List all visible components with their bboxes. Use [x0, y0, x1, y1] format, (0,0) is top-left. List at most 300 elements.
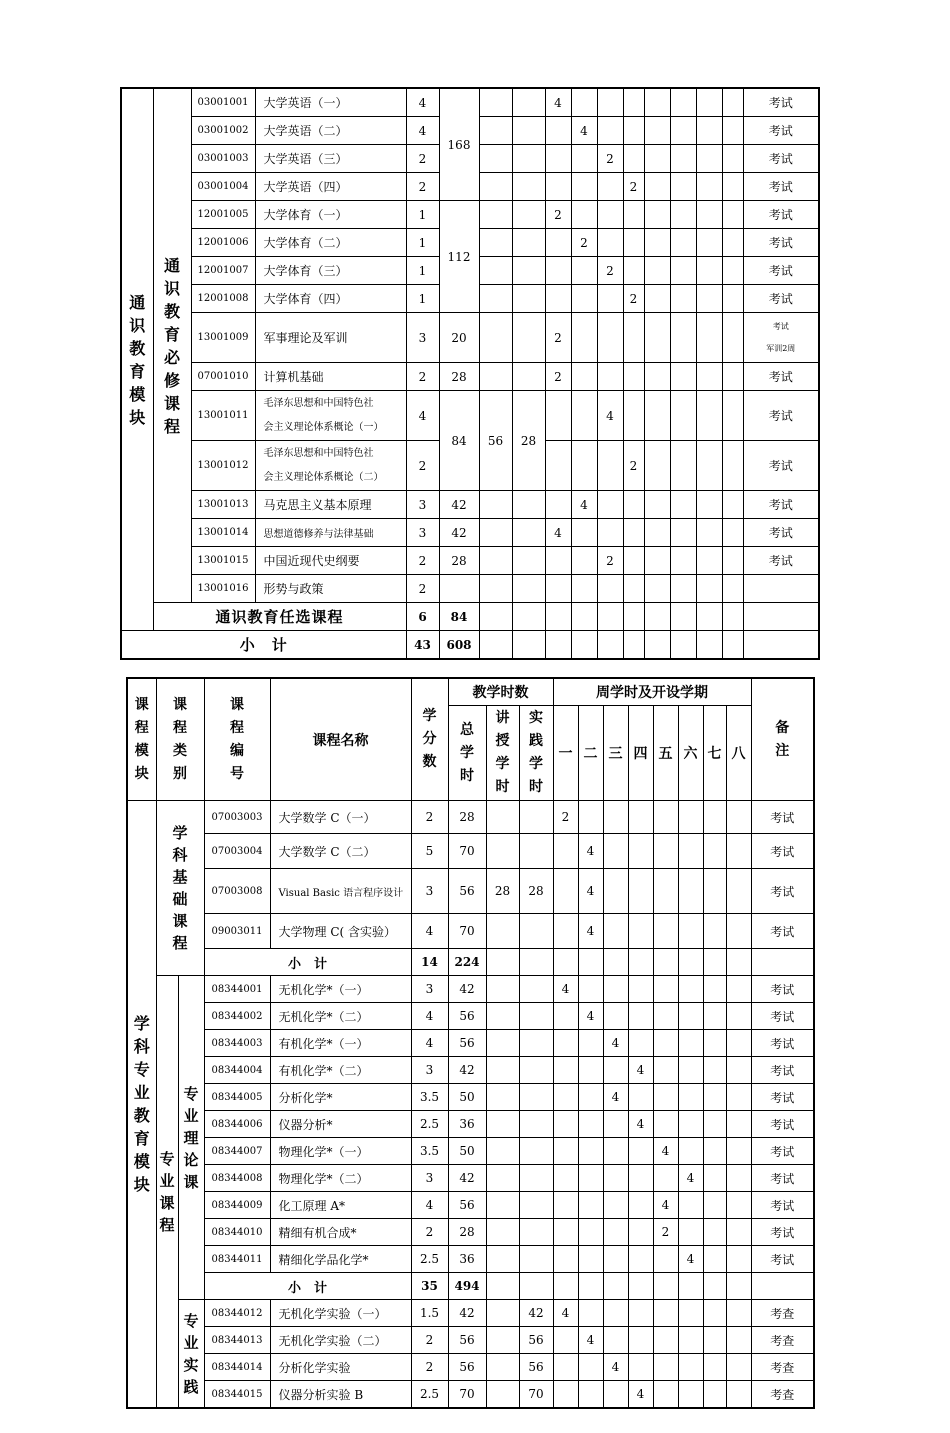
lecture-hours	[486, 1138, 519, 1165]
semester-hours	[726, 1003, 751, 1030]
semester-hours	[678, 1381, 703, 1409]
remark: 考试	[743, 441, 819, 491]
course-code: 03001002	[191, 117, 255, 145]
semester-hours	[603, 1111, 628, 1138]
header-semester: 五	[653, 706, 678, 801]
semester-hours-s6	[670, 229, 696, 257]
semester-hours	[653, 1354, 678, 1381]
course-name: 计算机基础	[255, 363, 406, 391]
semester-hours-s5	[644, 519, 670, 547]
semester-hours: 4	[628, 1057, 653, 1084]
semester-hours-s2	[571, 88, 597, 117]
header-semester: 八	[726, 706, 751, 801]
semester-hours: 2	[553, 801, 578, 834]
course-row	[121, 519, 819, 547]
course-code: 13001009	[191, 313, 255, 363]
credit: 2.5	[411, 1381, 448, 1409]
semester-hours	[628, 976, 653, 1003]
credit: 1	[406, 285, 439, 313]
semester-hours-s2: 2	[571, 229, 597, 257]
practice-hours	[519, 1165, 553, 1192]
empty-cell	[678, 1273, 703, 1300]
course-row	[121, 88, 819, 117]
semester-hours-s2	[571, 201, 597, 229]
semester-hours	[703, 1246, 726, 1273]
empty-cell	[553, 1273, 578, 1300]
semester-hours	[653, 1246, 678, 1273]
semester-hours: 4	[653, 1138, 678, 1165]
practice-hours: 56	[519, 1354, 553, 1381]
practice-hours: 28	[512, 391, 545, 491]
empty-cell	[597, 603, 623, 631]
course-row	[127, 1219, 814, 1246]
credit: 1	[406, 257, 439, 285]
semester-hours	[553, 1219, 578, 1246]
semester-hours-s8	[722, 88, 743, 117]
semester-hours-s1: 2	[545, 201, 571, 229]
course-code: 12001005	[191, 201, 255, 229]
semester-hours	[703, 1300, 726, 1327]
course-name: 大学物理 C( 含实验）	[270, 914, 411, 949]
lecture-hours	[486, 801, 519, 834]
credit: 4	[406, 391, 439, 441]
lecture-hours	[479, 173, 512, 201]
semester-hours: 4	[628, 1381, 653, 1409]
course-code: 08344003	[204, 1030, 270, 1057]
practice-hours	[512, 201, 545, 229]
semester-hours: 2	[653, 1219, 678, 1246]
semester-hours	[678, 1057, 703, 1084]
course-name: 大学英语（二）	[255, 117, 406, 145]
remark: 考试	[743, 201, 819, 229]
semester-hours-s5	[644, 285, 670, 313]
semester-hours	[553, 834, 578, 869]
elective-total: 84	[439, 603, 479, 631]
semester-hours-s2	[571, 257, 597, 285]
semester-hours	[726, 1057, 751, 1084]
semester-hours-s8	[722, 519, 743, 547]
semester-hours-s2	[571, 391, 597, 441]
course-name: 化工原理 A*	[270, 1192, 411, 1219]
course-row	[127, 801, 814, 834]
semester-hours	[678, 1300, 703, 1327]
semester-hours	[678, 1219, 703, 1246]
lecture-hours	[479, 575, 512, 603]
semester-hours	[553, 1057, 578, 1084]
semester-hours	[726, 869, 751, 914]
remark: 考查	[751, 1381, 814, 1409]
credit: 2	[411, 1354, 448, 1381]
remark: 考试	[743, 285, 819, 313]
semester-hours	[703, 801, 726, 834]
subtotal-credit: 14	[411, 949, 448, 976]
semester-hours-s4	[623, 257, 644, 285]
semester-hours-s5	[644, 257, 670, 285]
semester-hours	[553, 869, 578, 914]
semester-hours-s4	[623, 547, 644, 575]
course-code: 12001006	[191, 229, 255, 257]
course-code: 08344014	[204, 1354, 270, 1381]
semester-hours	[628, 869, 653, 914]
semester-hours-s8	[722, 441, 743, 491]
semester-hours	[653, 1111, 678, 1138]
semester-hours-s4	[623, 229, 644, 257]
empty-cell	[722, 603, 743, 631]
semester-hours-s2	[571, 173, 597, 201]
semester-hours-s7	[696, 313, 722, 363]
semester-hours-s3	[597, 201, 623, 229]
semester-hours	[726, 1111, 751, 1138]
empty-cell	[670, 631, 696, 660]
course-code: 12001007	[191, 257, 255, 285]
practice-hours	[519, 1192, 553, 1219]
total-hours: 42	[439, 519, 479, 547]
subtotal-label: 小 计	[204, 1273, 411, 1300]
remark: 考试	[743, 145, 819, 173]
semester-hours-s6	[670, 257, 696, 285]
practice-hours	[519, 801, 553, 834]
semester-hours-s2	[571, 363, 597, 391]
semester-hours-s1	[545, 117, 571, 145]
practice-hours	[512, 575, 545, 603]
semester-hours-s3	[597, 519, 623, 547]
remark: 考试	[751, 914, 814, 949]
empty-cell	[696, 603, 722, 631]
remark: 考试	[751, 869, 814, 914]
semester-hours	[726, 1327, 751, 1354]
practice-hours	[519, 1246, 553, 1273]
semester-hours-s3	[597, 575, 623, 603]
semester-hours	[678, 1030, 703, 1057]
semester-hours	[603, 1327, 628, 1354]
semester-hours	[578, 1084, 603, 1111]
semester-hours-s4	[623, 575, 644, 603]
semester-hours-s8	[722, 363, 743, 391]
practice-hours: 56	[519, 1327, 553, 1354]
header-name: 课程名称	[270, 678, 411, 801]
course-code: 08344010	[204, 1219, 270, 1246]
header-note	[751, 678, 814, 801]
practice-hours: 42	[519, 1300, 553, 1327]
practice-hours	[519, 976, 553, 1003]
semester-hours-s2: 4	[571, 491, 597, 519]
credit: 3.5	[411, 1138, 448, 1165]
semester-hours	[653, 1327, 678, 1354]
semester-hours	[603, 976, 628, 1003]
lecture-hours: 56	[479, 391, 512, 491]
semester-hours-s4	[623, 145, 644, 173]
course-code: 07003003	[204, 801, 270, 834]
semester-hours-s2	[571, 285, 597, 313]
total-hours	[439, 575, 479, 603]
credit: 2	[411, 1327, 448, 1354]
total-hours: 112	[439, 201, 479, 313]
lecture-hours	[479, 229, 512, 257]
semester-hours	[628, 834, 653, 869]
practice-hours	[512, 491, 545, 519]
semester-hours	[678, 914, 703, 949]
semester-hours-s1: 2	[545, 363, 571, 391]
course-name: 大学数学 C（二）	[270, 834, 411, 869]
semester-hours	[726, 1219, 751, 1246]
practice-hours: 28	[519, 869, 553, 914]
empty-cell	[722, 631, 743, 660]
lecture-hours	[479, 491, 512, 519]
semester-hours-s8	[722, 575, 743, 603]
course-row	[127, 1381, 814, 1409]
course-row	[127, 1327, 814, 1354]
semester-hours	[726, 1138, 751, 1165]
course-name-line2: 会主义理论体系概论（二）	[263, 471, 384, 483]
lecture-hours	[479, 313, 512, 363]
semester-hours	[578, 1138, 603, 1165]
credit: 1	[406, 229, 439, 257]
course-name: 物理化学*（二）	[270, 1165, 411, 1192]
subtotal-credit: 35	[411, 1273, 448, 1300]
empty-cell	[486, 1273, 519, 1300]
semester-hours-s7	[696, 285, 722, 313]
credit: 3	[411, 1165, 448, 1192]
semester-hours-s7	[696, 441, 722, 491]
practice-hours	[519, 1219, 553, 1246]
semester-hours-s5	[644, 88, 670, 117]
semester-hours	[726, 1246, 751, 1273]
empty-cell	[670, 603, 696, 631]
empty-cell	[703, 949, 726, 976]
semester-hours-s8	[722, 229, 743, 257]
practice-hours	[512, 145, 545, 173]
remark: 考试	[743, 257, 819, 285]
credit: 1.5	[411, 1300, 448, 1327]
semester-hours-s6	[670, 575, 696, 603]
header-code	[204, 678, 270, 801]
credit: 2	[406, 145, 439, 173]
course-row	[127, 1354, 814, 1381]
empty-cell	[578, 1273, 603, 1300]
semester-hours-s6	[670, 363, 696, 391]
lecture-hours	[486, 1381, 519, 1409]
practice-hours	[519, 1057, 553, 1084]
semester-hours	[653, 914, 678, 949]
course-name: 大学体育（三）	[255, 257, 406, 285]
module-label	[127, 801, 156, 1409]
semester-hours-s5	[644, 145, 670, 173]
header-hours: 教学时数	[448, 678, 553, 706]
semester-hours	[726, 1354, 751, 1381]
total-hours: 50	[448, 1138, 486, 1165]
course-row	[127, 1192, 814, 1219]
empty-cell	[644, 603, 670, 631]
semester-hours-s3	[597, 173, 623, 201]
practice-hours	[519, 914, 553, 949]
semester-hours	[603, 801, 628, 834]
empty-cell	[678, 949, 703, 976]
total-hours: 28	[448, 801, 486, 834]
semester-hours	[578, 1165, 603, 1192]
total-hours: 70	[448, 834, 486, 869]
elective-label: 通识教育任选课程	[153, 603, 406, 631]
general-education-table	[120, 87, 820, 660]
semester-hours-s4	[623, 313, 644, 363]
practice-hours	[512, 547, 545, 575]
semester-hours-s7	[696, 257, 722, 285]
semester-hours	[578, 1111, 603, 1138]
course-name: 有机化学*（一）	[270, 1030, 411, 1057]
module-label	[121, 88, 153, 631]
course-code: 08344015	[204, 1381, 270, 1409]
course-name: 大学英语（一）	[255, 88, 406, 117]
semester-hours: 4	[553, 976, 578, 1003]
semester-hours-s5	[644, 363, 670, 391]
vertical-label: 学分数	[422, 708, 437, 770]
elective-row	[121, 603, 819, 631]
credit: 4	[411, 914, 448, 949]
semester-hours	[678, 1354, 703, 1381]
semester-hours	[603, 1138, 628, 1165]
credit: 3	[406, 313, 439, 363]
practice-hours	[512, 313, 545, 363]
empty-cell	[628, 1273, 653, 1300]
lecture-hours: 28	[486, 869, 519, 914]
vertical-label: 实践学时	[529, 710, 543, 795]
course-name: 中国近现代史纲要	[255, 547, 406, 575]
practice-hours	[519, 1138, 553, 1165]
course-row	[127, 914, 814, 949]
semester-hours	[553, 914, 578, 949]
semester-hours	[653, 1300, 678, 1327]
semester-hours	[653, 1057, 678, 1084]
semester-hours	[703, 1084, 726, 1111]
course-code: 13001013	[191, 491, 255, 519]
semester-hours	[678, 834, 703, 869]
practice-hours	[519, 1084, 553, 1111]
credit: 2.5	[411, 1246, 448, 1273]
course-code: 13001016	[191, 575, 255, 603]
empty-cell	[479, 631, 512, 660]
semester-hours	[603, 1192, 628, 1219]
total-hours: 56	[448, 1030, 486, 1057]
semester-hours-s7	[696, 391, 722, 441]
semester-hours-s7	[696, 173, 722, 201]
empty-cell	[597, 631, 623, 660]
empty-cell	[743, 631, 819, 660]
semester-hours-s7	[696, 575, 722, 603]
course-name: Visual Basic 语言程序设计	[270, 869, 411, 914]
course-code: 09003011	[204, 914, 270, 949]
course-row	[127, 1084, 814, 1111]
semester-hours-s6	[670, 201, 696, 229]
total-hours: 36	[448, 1246, 486, 1273]
semester-hours	[603, 1057, 628, 1084]
empty-cell	[623, 603, 644, 631]
practice-hours	[512, 363, 545, 391]
remark: 考试	[751, 834, 814, 869]
semester-hours-s7	[696, 145, 722, 173]
semester-hours	[578, 1030, 603, 1057]
credit: 1	[406, 201, 439, 229]
total-hours: 28	[439, 547, 479, 575]
semester-hours	[653, 801, 678, 834]
total-hours: 56	[448, 1192, 486, 1219]
remark: 考试	[743, 547, 819, 575]
header-semester: 三	[603, 706, 628, 801]
course-name: 有机化学*（二）	[270, 1057, 411, 1084]
empty-cell	[603, 1273, 628, 1300]
semester-hours	[703, 834, 726, 869]
semester-hours	[578, 1381, 603, 1409]
semester-hours-s3: 2	[597, 145, 623, 173]
semester-hours	[628, 1138, 653, 1165]
course-name: 无机化学实验（一）	[270, 1300, 411, 1327]
lecture-hours	[486, 1111, 519, 1138]
remark: 考试	[751, 1165, 814, 1192]
semester-hours-s8	[722, 173, 743, 201]
course-row	[127, 1030, 814, 1057]
course-name-line1: 毛泽东思想和中国特色社	[263, 397, 374, 409]
semester-hours-s1	[545, 285, 571, 313]
course-code: 08344008	[204, 1165, 270, 1192]
semester-hours	[703, 1381, 726, 1409]
semester-hours-s8	[722, 491, 743, 519]
course-code: 13001011	[191, 391, 255, 441]
semester-hours-s4	[623, 88, 644, 117]
course-code: 08344001	[204, 976, 270, 1003]
empty-cell	[578, 949, 603, 976]
semester-hours	[603, 1165, 628, 1192]
semester-hours-s3	[597, 285, 623, 313]
semester-hours	[653, 976, 678, 1003]
semester-hours-s1: 4	[545, 88, 571, 117]
semester-hours	[578, 801, 603, 834]
semester-hours	[653, 1084, 678, 1111]
vertical-label: 课程编号	[230, 696, 244, 782]
course-row	[121, 547, 819, 575]
semester-hours	[603, 1003, 628, 1030]
semester-hours-s5	[644, 117, 670, 145]
course-row	[127, 1165, 814, 1192]
remark: 考试	[751, 976, 814, 1003]
vertical-label: 课程模块	[134, 696, 149, 782]
lecture-hours	[486, 1084, 519, 1111]
semester-hours: 4	[603, 1084, 628, 1111]
semester-hours-s7	[696, 117, 722, 145]
semester-hours-s8	[722, 547, 743, 575]
semester-hours-s6	[670, 519, 696, 547]
vertical-label: 专业理论课	[183, 1084, 199, 1191]
total-hours: 42	[448, 1300, 486, 1327]
practice-hours: 70	[519, 1381, 553, 1409]
semester-hours	[726, 1381, 751, 1409]
remark-line2: 军训2周	[766, 343, 796, 353]
practice-hours	[512, 519, 545, 547]
course-code: 08344009	[204, 1192, 270, 1219]
credit: 4	[406, 88, 439, 117]
total-hours: 56	[448, 1327, 486, 1354]
total-hours: 20	[439, 313, 479, 363]
semester-hours	[603, 869, 628, 914]
semester-hours-s5	[644, 391, 670, 441]
empty-cell	[545, 603, 571, 631]
semester-hours	[726, 1165, 751, 1192]
semester-hours-s6	[670, 173, 696, 201]
semester-hours	[703, 869, 726, 914]
remark: 考试	[751, 1138, 814, 1165]
basic-category-label	[156, 801, 204, 976]
semester-hours: 4	[578, 869, 603, 914]
empty-cell	[571, 603, 597, 631]
semester-hours-s8	[722, 145, 743, 173]
course-name: 马克思主义基本原理	[255, 491, 406, 519]
